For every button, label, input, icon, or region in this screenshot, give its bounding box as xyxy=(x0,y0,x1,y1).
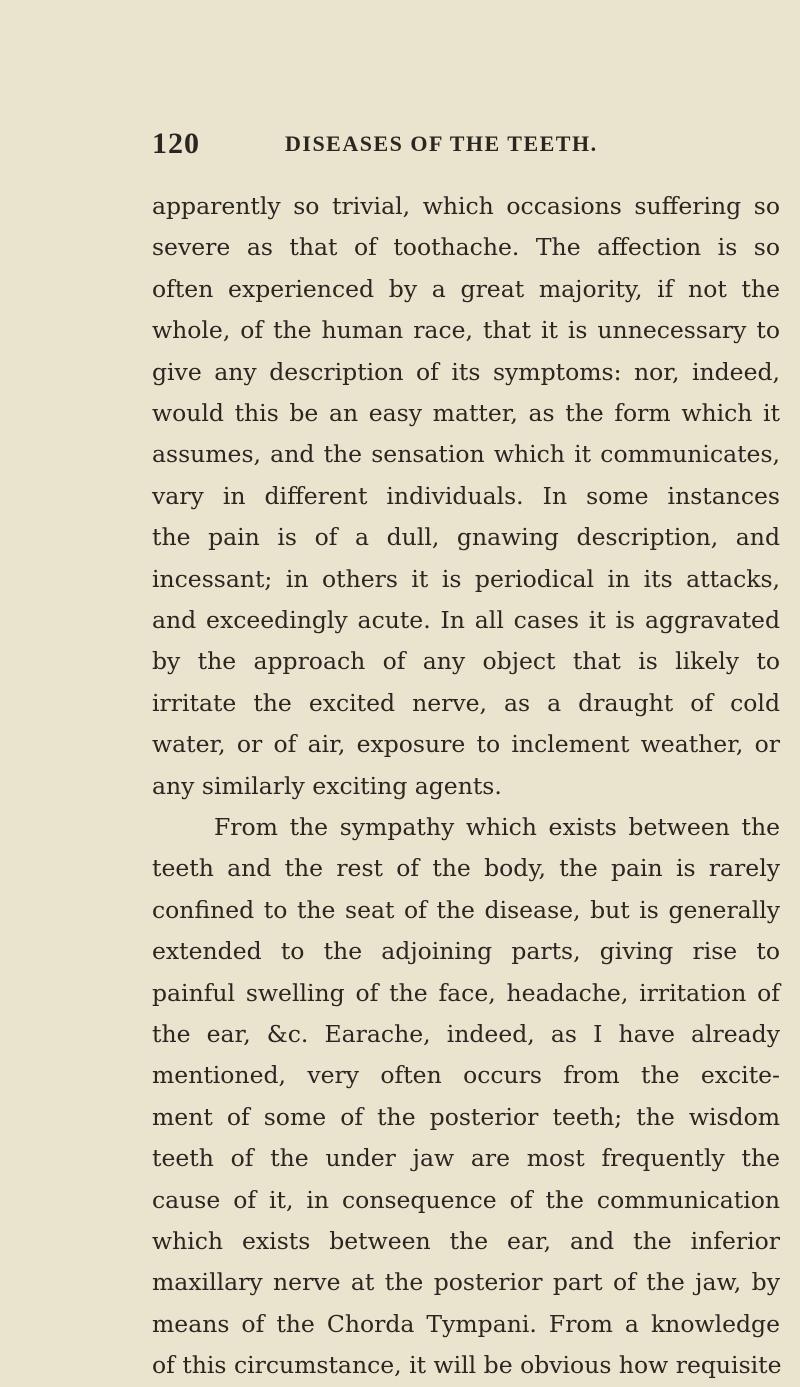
text-line: give any description of its symptoms: nor, indeed, xyxy=(152,357,780,386)
text-line: assumes, and the sensation which it communicates, xyxy=(152,440,780,469)
text-line: confined to the seat of the disease, but is generally xyxy=(152,895,780,924)
text-line: apparently so trivial, which occasions suffering so xyxy=(152,192,780,220)
text-line: From the sympathy which exists between the xyxy=(214,813,780,841)
text-line: ment of some of the posterior teeth; the wisdom xyxy=(152,1102,780,1131)
page-header xyxy=(152,127,722,161)
text-line: of this circumstance, it will be obvious how requisite xyxy=(152,1351,782,1380)
text-line: any similarly exciting agents. xyxy=(152,771,502,800)
text-line: vary in different individuals. In some instances xyxy=(152,481,780,510)
text-line: maxillary nerve at the posterior part of the jaw, by xyxy=(152,1268,780,1297)
text-line: cause of it, in consequence of the communication xyxy=(152,1185,780,1214)
text-line: which exists between the ear, and the inferior xyxy=(152,1227,780,1255)
text-line: and exceedingly acute. In all cases it is aggravated xyxy=(152,606,780,634)
running-title: DISEASES OF THE TEETH. xyxy=(285,131,598,156)
text-line: would this be an easy matter, as the form which it xyxy=(152,399,780,427)
text-line: often experienced by a great majority, if not the xyxy=(152,274,780,303)
text-line: teeth of the under jaw are most frequently the xyxy=(152,1144,780,1173)
text-line: severe as that of toothache. The affection is so xyxy=(152,233,780,262)
text-line: mentioned, very often occurs from the excite- xyxy=(152,1061,780,1090)
text-line: means of the Chorda Tympani. From a knowledge xyxy=(152,1309,780,1338)
text-line: teeth and the rest of the body, the pain is rarely xyxy=(152,854,780,883)
text-line: extended to the adjoining parts, giving rise to xyxy=(152,937,780,966)
text-line: the pain is of a dull, gnawing description, and xyxy=(152,523,780,552)
text-line: whole, of the human race, that it is unnecessary to xyxy=(152,316,780,345)
text-line: water, or of air, exposure to inclement weather, or xyxy=(152,730,780,759)
text-line: incessant; in others it is periodical in its attacks, xyxy=(152,564,780,593)
text-line: by the approach of any object that is likely to xyxy=(152,647,780,676)
page-number: 120 xyxy=(152,127,200,160)
text-line: painful swelling of the face, headache, irritation of xyxy=(152,978,780,1007)
text-line: the ear, &c. Earache, indeed, as I have already xyxy=(152,1020,780,1048)
text-line: irritate the excited nerve, as a draught of cold xyxy=(152,688,780,717)
